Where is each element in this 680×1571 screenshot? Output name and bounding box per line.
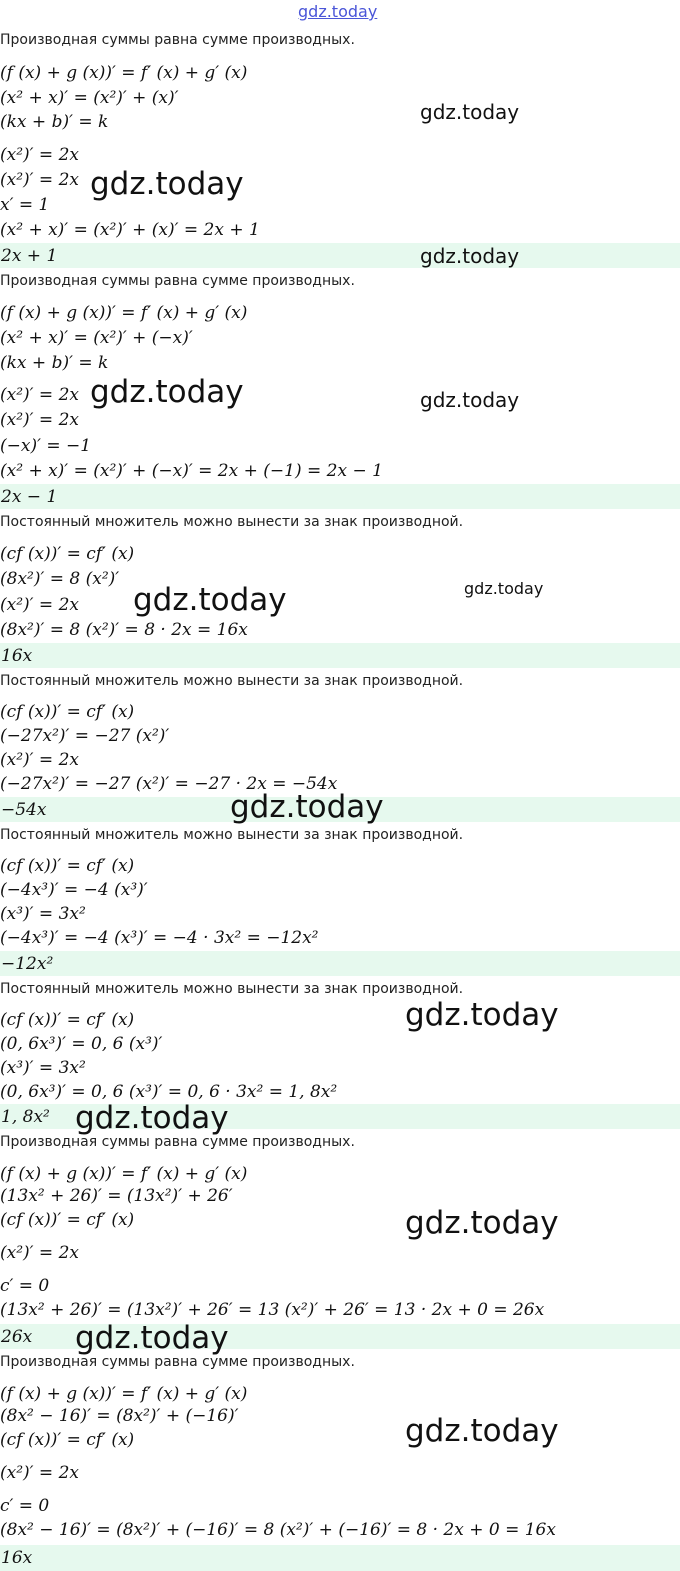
formula-line: c′ = 0 bbox=[0, 1496, 50, 1516]
formula-line: (cf (x))′ = cf′ (x) bbox=[0, 544, 135, 564]
formula-line: (cf (x))′ = cf′ (x) bbox=[0, 1430, 135, 1450]
formula-line: (8x² − 16)′ = (8x²)′ + (−16)′ = 8 (x²)′ + (−16)′ = 8 · 2x + 0 = 16x bbox=[0, 1520, 556, 1540]
answer-text: 16x bbox=[1, 646, 33, 666]
formula-line: (f (x) + g (x))′ = f′ (x) + g′ (x) bbox=[0, 63, 248, 83]
formula-line: (x³)′ = 3x² bbox=[0, 1058, 86, 1078]
formula-line: (8x² − 16)′ = (8x²)′ + (−16)′ bbox=[0, 1406, 239, 1426]
watermark-text: gdz.today bbox=[464, 579, 544, 598]
formula-line: (kx + b)′ = k bbox=[0, 353, 109, 373]
section-header: Производная суммы равна сумме производных. bbox=[0, 1354, 355, 1370]
watermark-text: gdz.today bbox=[133, 582, 287, 618]
formula-line: (cf (x))′ = cf′ (x) bbox=[0, 702, 135, 722]
section-header: Постоянный множитель можно вынести за знак производной. bbox=[0, 981, 464, 997]
answer-text: 2x + 1 bbox=[1, 246, 58, 266]
watermark-text: gdz.today bbox=[405, 997, 559, 1033]
section-header: Постоянный множитель можно вынести за знак производной. bbox=[0, 514, 464, 530]
formula-line: (−4x³)′ = −4 (x³)′ = −4 · 3x² = −12x² bbox=[0, 928, 319, 948]
answer-text: −12x² bbox=[1, 954, 54, 974]
formula-line: (x² + x)′ = (x²)′ + (x)′ bbox=[0, 88, 179, 108]
section-header: Производная суммы равна сумме производных. bbox=[0, 1134, 355, 1150]
answer-row bbox=[0, 951, 680, 976]
formula-line: (cf (x))′ = cf′ (x) bbox=[0, 1010, 135, 1030]
formula-line: (x²)′ = 2x bbox=[0, 410, 79, 430]
answer-text: 2x − 1 bbox=[1, 487, 58, 507]
section-header: Производная суммы равна сумме производных. bbox=[0, 273, 355, 289]
formula-line: (x² + x)′ = (x²)′ + (−x)′ = 2x + (−1) = 2x − 1 bbox=[0, 461, 383, 481]
answer-text: 16x bbox=[1, 1548, 33, 1568]
formula-line: (−x)′ = −1 bbox=[0, 436, 92, 456]
formula-line: (kx + b)′ = k bbox=[0, 112, 109, 132]
formula-line: (8x²)′ = 8 (x²)′ bbox=[0, 569, 120, 589]
formula-line: (x² + x)′ = (x²)′ + (−x)′ bbox=[0, 328, 193, 348]
watermark-text: gdz.today bbox=[405, 1413, 559, 1449]
formula-line: (x² + x)′ = (x²)′ + (x)′ = 2x + 1 bbox=[0, 220, 260, 240]
watermark-text: gdz.today bbox=[420, 100, 520, 124]
formula-line: (x²)′ = 2x bbox=[0, 385, 79, 405]
answer-row bbox=[0, 243, 680, 268]
watermark-text: gdz.today bbox=[420, 388, 520, 412]
answer-text: −54x bbox=[1, 800, 47, 820]
answer-row bbox=[0, 643, 680, 668]
watermark-text: gdz.today bbox=[420, 244, 520, 268]
formula-line: (x²)′ = 2x bbox=[0, 170, 79, 190]
formula-line: (−4x³)′ = −4 (x³)′ bbox=[0, 880, 148, 900]
answer-text: 1, 8x² bbox=[1, 1107, 50, 1127]
formula-line: (−27x²)′ = −27 (x²)′ = −27 · 2x = −54x bbox=[0, 774, 338, 794]
formula-line: (cf (x))′ = cf′ (x) bbox=[0, 856, 135, 876]
formula-line: (f (x) + g (x))′ = f′ (x) + g′ (x) bbox=[0, 1164, 248, 1184]
site-link[interactable]: gdz.today bbox=[298, 2, 378, 21]
formula-line: (x²)′ = 2x bbox=[0, 750, 79, 770]
answer-row bbox=[0, 484, 680, 509]
formula-line: (0, 6x³)′ = 0, 6 (x³)′ = 0, 6 · 3x² = 1, 8x² bbox=[0, 1082, 338, 1102]
formula-line: x′ = 1 bbox=[0, 195, 50, 215]
formula-line: (x²)′ = 2x bbox=[0, 595, 79, 615]
answer-text: 26x bbox=[1, 1327, 33, 1347]
watermark-text: gdz.today bbox=[230, 789, 384, 825]
section-header: Постоянный множитель можно вынести за знак производной. bbox=[0, 673, 464, 689]
formula-line: c′ = 0 bbox=[0, 1276, 50, 1296]
watermark-text: gdz.today bbox=[75, 1320, 229, 1356]
watermark-text: gdz.today bbox=[90, 374, 244, 410]
watermark-text: gdz.today bbox=[90, 166, 244, 202]
formula-line: (f (x) + g (x))′ = f′ (x) + g′ (x) bbox=[0, 303, 248, 323]
formula-line: (8x²)′ = 8 (x²)′ = 8 · 2x = 16x bbox=[0, 620, 248, 640]
formula-line: (x²)′ = 2x bbox=[0, 1463, 79, 1483]
formula-line: (x²)′ = 2x bbox=[0, 145, 79, 165]
formula-line: (x²)′ = 2x bbox=[0, 1243, 79, 1263]
formula-line: (13x² + 26)′ = (13x²)′ + 26′ = 13 (x²)′ + 26′ = 13 · 2x + 0 = 26x bbox=[0, 1300, 545, 1320]
formula-line: (f (x) + g (x))′ = f′ (x) + g′ (x) bbox=[0, 1384, 248, 1404]
formula-line: (−27x²)′ = −27 (x²)′ bbox=[0, 726, 170, 746]
watermark-text: gdz.today bbox=[75, 1100, 229, 1136]
watermark-text: gdz.today bbox=[405, 1205, 559, 1241]
section-header: Постоянный множитель можно вынести за знак производной. bbox=[0, 827, 464, 843]
formula-line: (13x² + 26)′ = (13x²)′ + 26′ bbox=[0, 1186, 233, 1206]
answer-row bbox=[0, 1545, 680, 1571]
section-header: Производная суммы равна сумме производных. bbox=[0, 32, 355, 48]
formula-line: (cf (x))′ = cf′ (x) bbox=[0, 1210, 135, 1230]
formula-line: (x³)′ = 3x² bbox=[0, 904, 86, 924]
formula-line: (0, 6x³)′ = 0, 6 (x³)′ bbox=[0, 1034, 163, 1054]
